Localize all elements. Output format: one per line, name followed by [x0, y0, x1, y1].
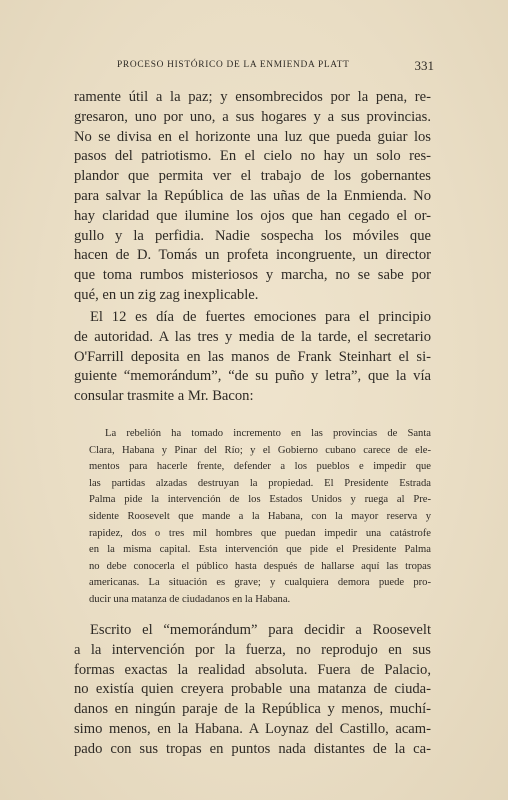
text-line: simo menos, en la Habana. A Loynaz del Castillo, acam- — [74, 720, 431, 737]
text-line: O'Farrill deposita en las manos de Frank Steinhart el si- — [74, 348, 431, 365]
text-line: plandor que permita ver el trabajo de los gobernantes — [74, 168, 431, 185]
text-line: formas exactas la realidad absoluta. Fuera de Palacio, — [74, 661, 431, 678]
paragraph-1 — [74, 88, 431, 306]
quote-line: mentos para hacerle frente, defender a los pueblos e impedir que — [89, 461, 431, 473]
quote-line: las partidas alzadas destruyan la propiedad. El Presidente Estrada — [89, 477, 431, 489]
text-line: guiente “memorándum”, “de su puño y letra”, que la vía — [74, 368, 431, 385]
quote-line: ducir una matanza de ciudadanos en la Habana. — [89, 593, 291, 605]
text-line: hay claridad que ilumine los ojos que han cegado el or- — [74, 207, 431, 224]
paragraph-2 — [74, 308, 431, 407]
text-line: hacen de D. Tomás un profeta incongruente, un director — [74, 247, 431, 264]
text-line: qué, en un zig zag inexplicable. — [74, 286, 259, 303]
quote-line: Clara, Habana y Pinar del Río; y el Gobierno cubano carece de ele- — [89, 444, 431, 456]
text-line: gullo y la perfidia. Nadie sospecha los móviles que — [74, 227, 431, 244]
text-line: El 12 es día de fuertes emociones para el principio — [90, 309, 431, 325]
quote-line: en la misma capital. Esta intervención que pide el Presidente Palma — [89, 544, 431, 556]
text-line: que toma rumbos misteriosos y marcha, no se sabe por — [74, 267, 431, 284]
text-line: pasos del patriotismo. En el cielo no hay un solo res- — [74, 148, 431, 165]
memorandum-quotation — [89, 426, 431, 609]
quote-line: sidente Roosevelt que mande a la Habana, con la mayor reserva y — [89, 510, 431, 522]
text-line: Escrito el “memorándum” para decidir a Roosevelt — [90, 622, 431, 638]
text-line: no existía quien creyera probable una matanza de ciuda- — [74, 681, 431, 698]
quote-line: La rebelión ha tomado incremento en las provincias de Santa — [105, 428, 431, 439]
text-line: consular trasmite a Mr. Bacon: — [74, 388, 254, 405]
text-line: No se divisa en el horizonte una luz que pueda guiar los — [74, 128, 431, 145]
text-line: danos en ningún paraje de la República y menos, muchí- — [74, 701, 431, 718]
page-number: 331 — [414, 58, 434, 73]
text-line: a la intervención por la fuerza, no reprodujo en sus — [74, 641, 431, 658]
text-line: ramente útil a la paz; y ensombrecidos por la pena, re- — [74, 89, 431, 105]
text-line: para salvar la República de las uñas de la Enmienda. No — [74, 187, 431, 204]
quote-line: rapidez, dos o tres mil hombres que puedan impedir una catástrofe — [89, 527, 431, 539]
page-header — [117, 60, 434, 76]
text-line: pado con sus tropas en puntos nada distantes de la ca- — [74, 740, 431, 757]
running-head: PROCESO HISTÓRICO DE LA ENMIENDA PLATT — [117, 60, 350, 70]
paragraph-3 — [74, 621, 431, 760]
quote-line: Palma pide la intervención de los Estados Unidos y ruega al Pre- — [89, 494, 431, 506]
text-line: gresaron, uno por uno, a sus hogares y a sus provincias. — [74, 108, 431, 125]
quote-line: americanas. La situación es grave; y cualquiera demora puede pro- — [89, 577, 431, 589]
quote-line: no debe conocerla el público hasta después de hallarse aquí las tropas — [89, 560, 431, 572]
text-line: de autoridad. A las tres y media de la tarde, el secretario — [74, 328, 431, 345]
